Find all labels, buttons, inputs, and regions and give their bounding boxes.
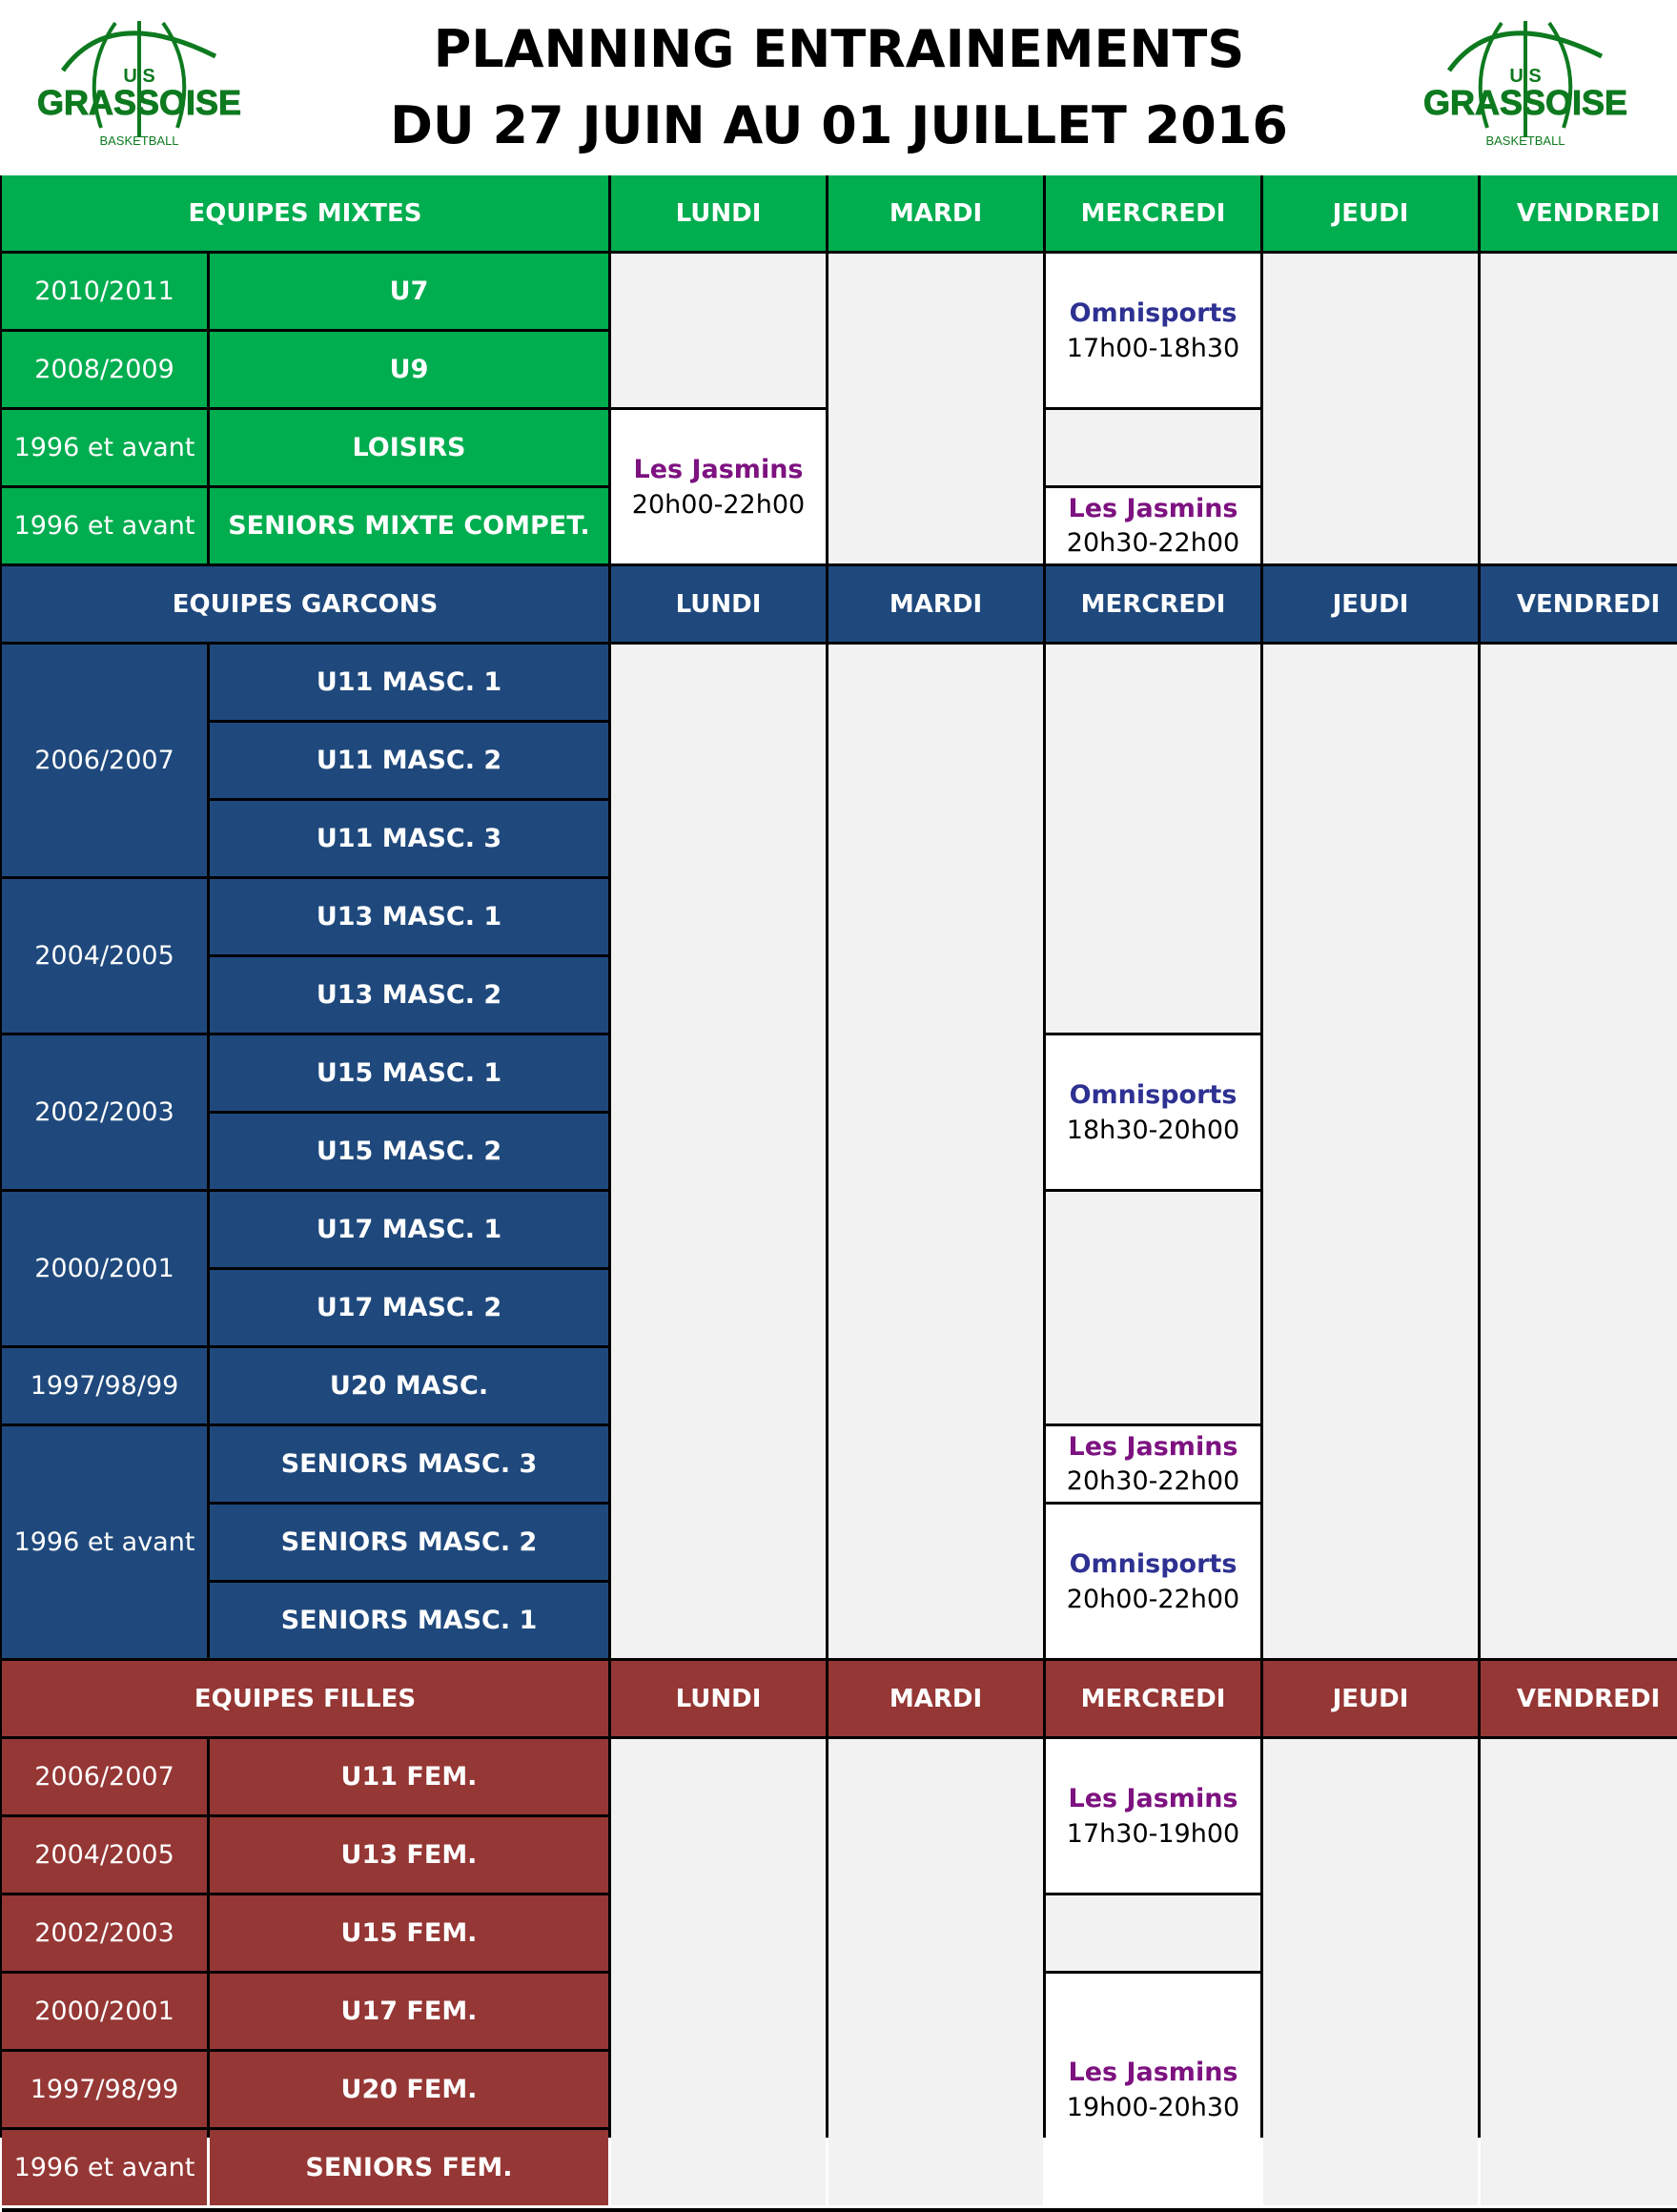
team-name: U17 MASC. 2 [210,1270,608,1345]
team-years: 1997/98/99 [2,2052,207,2127]
empty-slot [1046,410,1260,485]
team-name: U15 FEM. [210,1895,608,1971]
section-header-garcons: EQUIPES GARCONS [2,566,608,642]
day-header-lundi: LUNDI [611,566,826,642]
team-name: U11 MASC. 1 [210,645,608,720]
empty-slot [1481,645,1677,1658]
training-slot [1046,1426,1260,1502]
team-name: U11 FEM. [210,1739,608,1814]
slot-time: 20h30-22h00 [1066,1465,1240,1496]
day-header-jeudi: JEUDI [1263,1661,1478,1736]
team-name: U13 FEM. [210,1817,608,1893]
training-slot [1046,1739,1260,1893]
slot-venue: Les Jasmins [1068,1783,1238,1813]
slot-venue: Les Jasmins [633,454,804,484]
team-years: 1996 et avant [2,2130,207,2205]
club-logo-right [1411,13,1640,156]
svg-text:U S: U S [123,66,155,87]
empty-slot [1263,254,1478,563]
team-name: U11 MASC. 2 [210,723,608,798]
team-name: U9 [210,332,608,407]
slot-time: 20h00-22h00 [1066,1584,1240,1614]
svg-text:U S: U S [1509,66,1542,87]
team-years: 2002/2003 [2,1895,207,1971]
slot-venue: Les Jasmins [1068,493,1238,523]
page-title-line-2: DU 27 JUIN AU 01 JUILLET 2016 [390,95,1288,155]
day-header-mercredi: MERCREDI [1046,175,1260,251]
day-header-lundi: LUNDI [611,1661,826,1736]
day-header-vendredi: VENDREDI [1481,175,1677,251]
day-header-mercredi: MERCREDI [1046,566,1260,642]
team-years: 2006/2007 [2,645,207,876]
slot-venue: Omnisports [1069,1079,1237,1110]
svg-text:BASKETBALL: BASKETBALL [99,133,179,148]
day-header-mardi: MARDI [828,566,1043,642]
empty-slot [828,1739,1043,2205]
club-logo-left [25,13,254,156]
day-header-lundi: LUNDI [611,175,826,251]
training-slot [1046,488,1260,563]
team-name: LOISIRS [210,410,608,485]
team-years: 2006/2007 [2,1739,207,1814]
day-header-vendredi: VENDREDI [1481,1661,1677,1736]
empty-slot [1481,254,1677,563]
team-name: U13 MASC. 1 [210,879,608,954]
team-name: SENIORS MASC. 1 [210,1583,608,1658]
slot-time: 20h30-22h00 [1066,527,1240,558]
slot-time: 18h30-20h00 [1066,1115,1240,1145]
day-header-mardi: MARDI [828,175,1043,251]
training-slot [1046,1505,1260,1658]
team-name: SENIORS MASC. 3 [210,1426,608,1502]
training-slot [1046,254,1260,407]
empty-slot [1481,1739,1677,2205]
team-name: U13 MASC. 2 [210,957,608,1033]
slot-time: 20h00-22h00 [631,489,806,520]
team-name: U20 FEM. [210,2052,608,2127]
empty-slot [1263,645,1478,1658]
schedule-table [0,175,1677,2182]
empty-slot [1263,1739,1478,2205]
team-years: 2004/2005 [2,879,207,1033]
empty-slot [1046,645,1260,1033]
team-years: 2008/2009 [2,332,207,407]
team-name: U7 [210,254,608,329]
day-header-jeudi: JEUDI [1263,566,1478,642]
team-years: 2000/2001 [2,1192,207,1345]
svg-text:GRASSOISE: GRASSOISE [1422,83,1628,122]
slot-venue: Les Jasmins [1068,1431,1238,1462]
team-years: 2010/2011 [2,254,207,329]
empty-slot [611,254,826,407]
team-years: 1997/98/99 [2,1348,207,1423]
slot-venue: Omnisports [1069,297,1237,328]
training-slot [1046,1974,1260,2205]
team-name: SENIORS MASC. 2 [210,1505,608,1580]
svg-text:GRASSOISE: GRASSOISE [36,83,242,122]
empty-slot [828,254,1043,563]
team-years: 2004/2005 [2,1817,207,1893]
day-header-vendredi: VENDREDI [1481,566,1677,642]
team-name: U15 MASC. 1 [210,1035,608,1111]
page-title-line-1: PLANNING ENTRAINEMENTS [433,19,1245,79]
day-header-mardi: MARDI [828,1661,1043,1736]
team-name: U17 MASC. 1 [210,1192,608,1267]
training-slot [611,410,826,563]
empty-slot [1046,1192,1260,1423]
day-header-mercredi: MERCREDI [1046,1661,1260,1736]
team-name: SENIORS FEM. [210,2130,608,2205]
section-header-mixtes: EQUIPES MIXTES [2,175,608,251]
slot-venue: Omnisports [1069,1548,1237,1579]
slot-time: 17h00-18h30 [1066,333,1240,363]
team-name: U11 MASC. 3 [210,801,608,876]
section-header-filles: EQUIPES FILLES [2,1661,608,1736]
team-years: 1996 et avant [2,488,207,563]
team-years: 2002/2003 [2,1035,207,1189]
empty-slot [611,645,826,1658]
training-slot [1046,1035,1260,1189]
day-header-jeudi: JEUDI [1263,175,1478,251]
slot-time: 19h00-20h30 [1066,2092,1240,2122]
svg-text:BASKETBALL: BASKETBALL [1485,133,1565,148]
slot-time: 17h30-19h00 [1066,1818,1240,1849]
table-bottom-border [2,2208,1677,2212]
team-name: SENIORS MIXTE COMPET. [210,488,608,563]
empty-slot [611,1739,826,2205]
team-name: U20 MASC. [210,1348,608,1423]
team-years: 1996 et avant [2,1426,207,1658]
slot-venue: Les Jasmins [1068,2057,1238,2087]
team-name: U15 MASC. 2 [210,1114,608,1189]
team-name: U17 FEM. [210,1974,608,2049]
team-years: 1996 et avant [2,410,207,485]
empty-slot [828,645,1043,1658]
team-years: 2000/2001 [2,1974,207,2049]
empty-slot [1046,1895,1260,1971]
